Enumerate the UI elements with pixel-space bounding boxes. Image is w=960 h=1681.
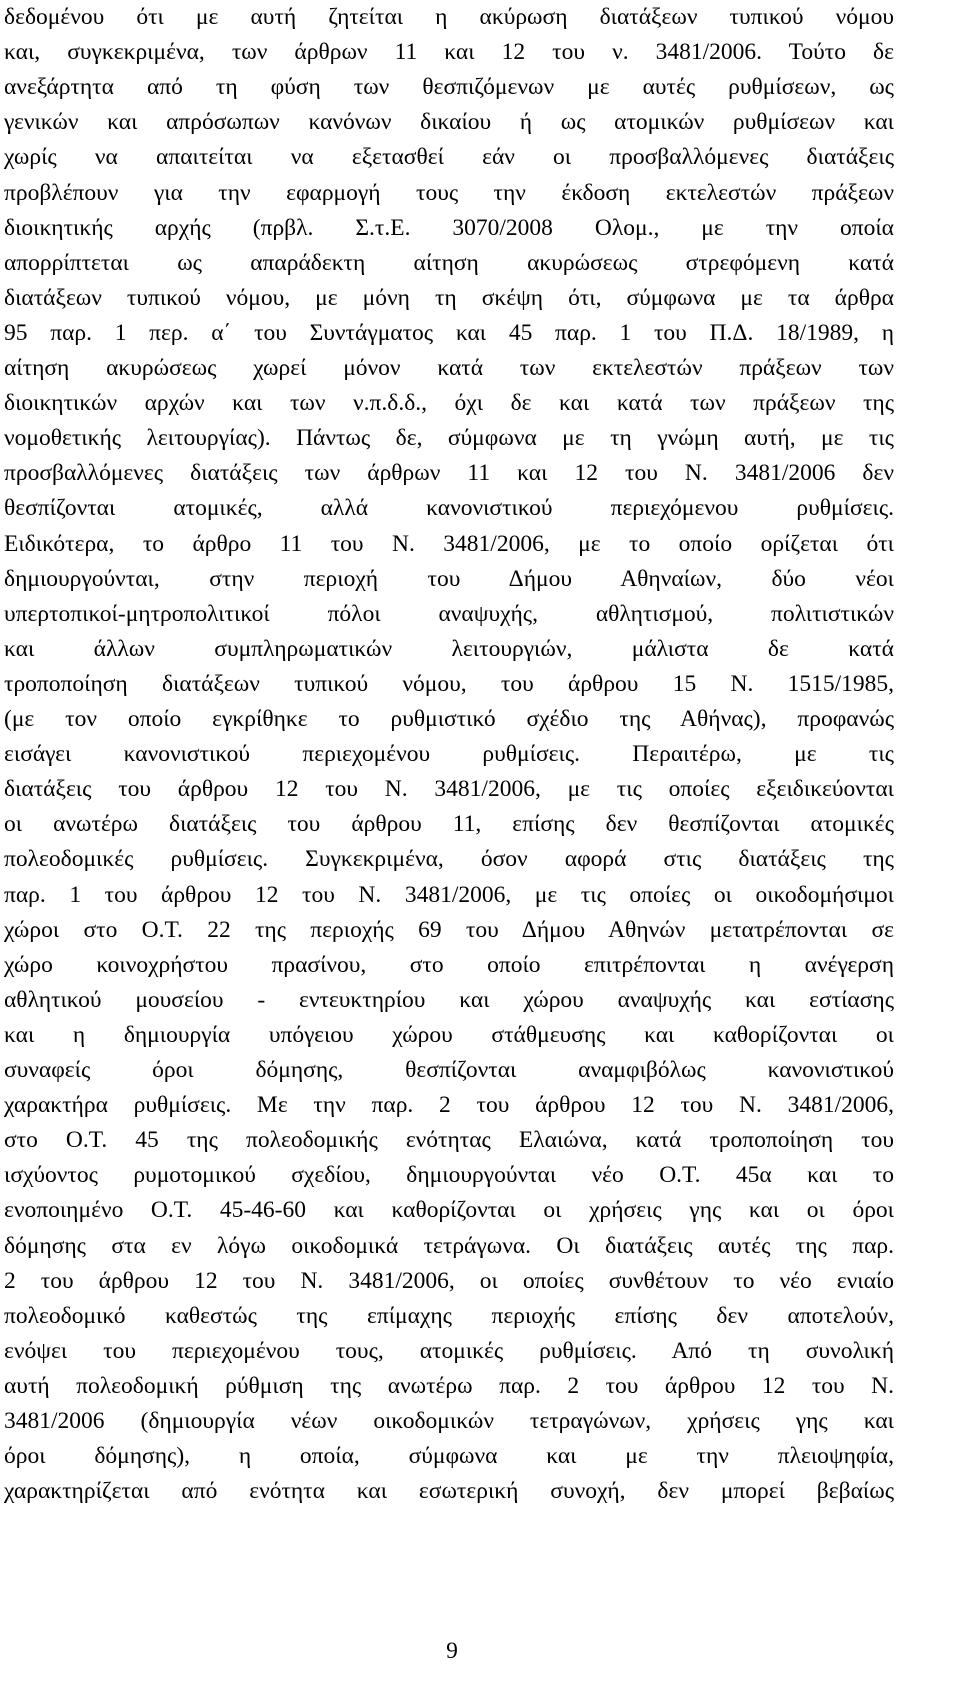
text-line: χαρακτήρα ρυθμίσεις. Με την παρ. 2 του άρθρου 12 του Ν. 3481/2006,	[4, 1092, 894, 1119]
text-line: τροποποίηση διατάξεων τυπικού νόμου, του άρθρου 15 Ν. 1515/1985,	[4, 670, 894, 697]
text-line: 95 παρ. 1 περ. α΄ του Συντάγματος και 45 παρ. 1 του Π.Δ. 18/1989, η	[4, 319, 894, 346]
text-line: εισάγει κανονιστικού περιεχομένου ρυθμίσεις. Περαιτέρω, με τις	[4, 741, 894, 768]
text-line: οι ανωτέρω διατάξεις του άρθρου 11, επίσης δεν θεσπίζονται ατομικές	[4, 811, 894, 838]
text-line: δημιουργούνται, στην περιοχή του Δήμου Αθηναίων, δύο νέοι	[4, 565, 894, 592]
text-line: γενικών και απρόσωπων κανόνων δικαίου ή ως ατομικών ρυθμίσεων και	[4, 109, 894, 136]
text-line: συναφείς όροι δόμησης, θεσπίζονται αναμφιβόλως κανονιστικού	[4, 1057, 894, 1083]
text-line: (με τον οποίο εγκρίθηκε το ρυθμιστικό σχέδιο της Αθήνας), προφανώς	[4, 706, 894, 732]
text-line: χαρακτηρίζεται από ενότητα και εσωτερική συνοχή, δεν μπορεί βεβαίως	[4, 1478, 894, 1505]
text-line: αυτή πολεοδομική ρύθμιση της ανωτέρω παρ. 2 του άρθρου 12 του Ν.	[4, 1372, 894, 1399]
text-line: διατάξεων τυπικού νόμου, με μόνη τη σκέψη ότι, σύμφωνα με τα άρθρα	[4, 284, 894, 311]
text-line: διατάξεις του άρθρου 12 του Ν. 3481/2006, με τις οποίες εξειδικεύονται	[4, 776, 894, 803]
text-line: δόμησης στα εν λόγω οικοδομικά τετράγωνα. Οι διατάξεις αυτές της παρ.	[4, 1232, 894, 1259]
text-line: ανεξάρτητα από τη φύση των θεσπιζόμενων με αυτές ρυθμίσεων, ως	[4, 74, 894, 101]
text-line: 2 του άρθρου 12 του Ν. 3481/2006, οι οποίες συνθέτουν το νέο ενιαίο	[4, 1267, 894, 1294]
text-line: απορρίπτεται ως απαράδεκτη αίτηση ακυρώσεως στρεφόμενη κατά	[4, 249, 894, 276]
text-line: και άλλων συμπληρωματικών λειτουργιών, μάλιστα δε κατά	[4, 635, 894, 662]
text-line: διοικητικής αρχής (πρβλ. Σ.τ.Ε. 3070/2008 Ολομ., με την οποία	[4, 214, 894, 241]
text-line: στο Ο.Τ. 45 της πολεοδομικής ενότητας Ελαιώνα, κατά τροποποίηση του	[4, 1127, 894, 1154]
text-line: Ειδικότερα, το άρθρο 11 του Ν. 3481/2006, με το οποίο ορίζεται ότι	[4, 530, 894, 557]
text-line: υπερτοπικοί-μητροπολιτικοί πόλοι αναψυχής, αθλητισμού, πολιτιστικών	[4, 600, 894, 627]
text-line: προσβαλλόμενες διατάξεις των άρθρων 11 και 12 του Ν. 3481/2006 δεν	[4, 460, 894, 487]
text-line: χώροι στο Ο.Τ. 22 της περιοχής 69 του Δήμου Αθηνών μετατρέπονται σε	[4, 916, 894, 943]
text-line: πολεοδομικό καθεστώς της επίμαχης περιοχής επίσης δεν αποτελούν,	[4, 1302, 894, 1329]
text-line: και, συγκεκριμένα, των άρθρων 11 και 12 του ν. 3481/2006. Τούτο δε	[4, 39, 894, 66]
text-line: χώρο κοινοχρήστου πρασίνου, στο οποίο επιτρέπονται η ανέγερση	[4, 951, 894, 978]
text-line: διοικητικών αρχών και των ν.π.δ.δ., όχι δε και κατά των πράξεων της	[4, 390, 894, 417]
text-line: και η δημιουργία υπόγειου χώρου στάθμευσης και καθορίζονται οι	[4, 1021, 894, 1048]
text-line: πολεοδομικές ρυθμίσεις. Συγκεκριμένα, όσον αφορά στις διατάξεις της	[4, 846, 894, 873]
text-line: όροι δόμησης), η οποία, σύμφωνα και με την πλειοψηφία,	[4, 1443, 894, 1470]
text-line: 3481/2006 (δημιουργία νέων οικοδομικών τετραγώνων, χρήσεις γης και	[4, 1408, 894, 1434]
text-line: νομοθετικής λειτουργίας). Πάντως δε, σύμφωνα με τη γνώμη αυτή, με τις	[4, 425, 894, 452]
text-line: ενοποιημένο Ο.Τ. 45-46-60 και καθορίζονται οι χρήσεις γης και οι όροι	[4, 1197, 894, 1224]
text-line: αθλητικού μουσείου - εντευκτηρίου και χώρου αναψυχής και εστίασης	[4, 986, 894, 1013]
text-line: θεσπίζονται ατομικές, αλλά κανονιστικού περιεχόμενου ρυθμίσεις.	[4, 495, 894, 522]
text-line: προβλέπουν για την εφαρμογή τους την έκδοση εκτελεστών πράξεων	[4, 179, 894, 206]
text-line: χωρίς να απαιτείται να εξετασθεί εάν οι προσβαλλόμενες διατάξεις	[4, 144, 894, 171]
text-line: δεδομένου ότι με αυτή ζητείται η ακύρωση διατάξεων τυπικού νόμου	[4, 4, 894, 30]
text-line: ισχύοντος ρυμοτομικού σχεδίου, δημιουργούνται νέο Ο.Τ. 45α και το	[4, 1162, 894, 1189]
text-line: ενόψει του περιεχομένου τους, ατομικές ρυθμίσεις. Από τη συνολική	[4, 1337, 894, 1364]
text-line: αίτηση ακυρώσεως χωρεί μόνον κατά των εκτελεστών πράξεων των	[4, 355, 894, 381]
page-number: 9	[446, 1638, 458, 1664]
text-line: παρ. 1 του άρθρου 12 του Ν. 3481/2006, με τις οποίες οι οικοδομήσιμοι	[4, 881, 894, 908]
